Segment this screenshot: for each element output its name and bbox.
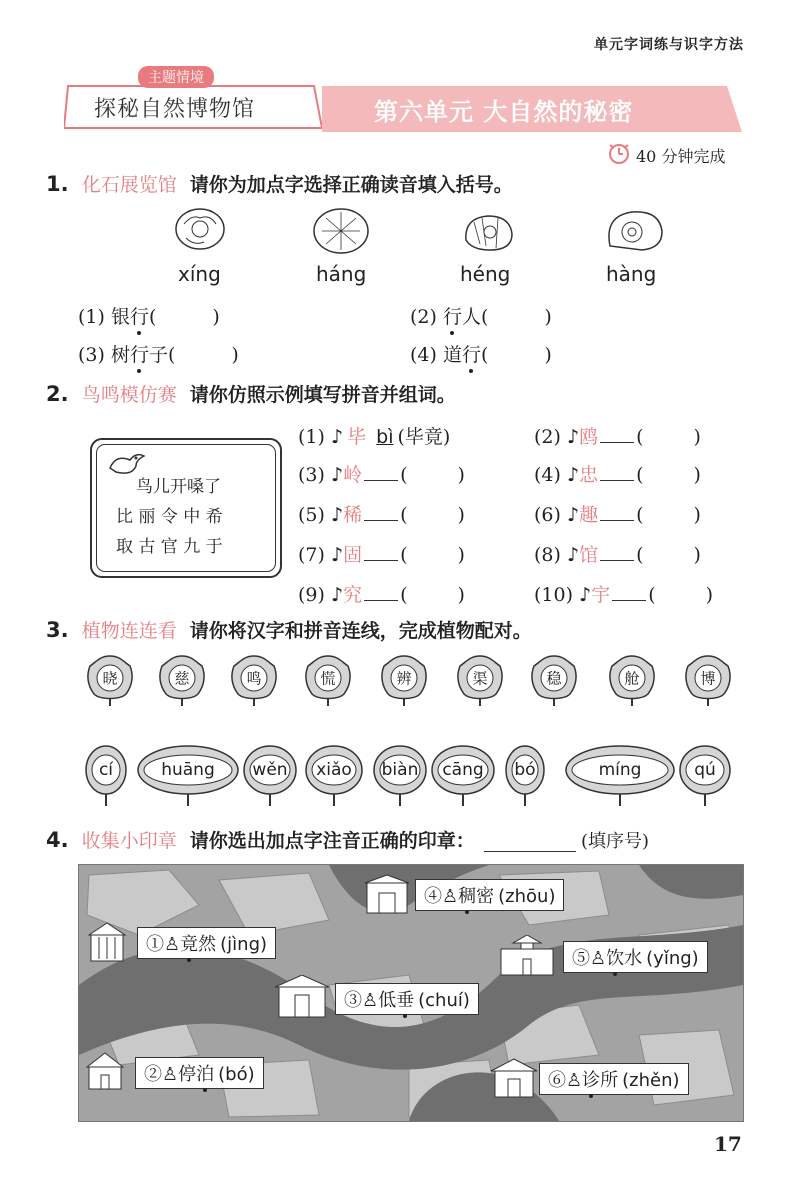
timer-label: 40 分钟完成 <box>636 146 726 166</box>
s2-item: (9) ♪究 ( ) <box>298 580 465 607</box>
pinyin-blank[interactable] <box>364 461 398 481</box>
clock-icon <box>606 142 632 168</box>
section2-title: 鸟鸣模仿赛 <box>81 384 177 406</box>
tree-pinyin[interactable] <box>136 742 240 806</box>
note-icon: ♪ <box>324 464 344 486</box>
section1-number: 1. <box>46 172 69 196</box>
note-icon: ♪ <box>324 544 344 566</box>
flower-char[interactable] <box>158 654 206 706</box>
stamp-2[interactable]: ②♙停泊 (bó) <box>135 1057 264 1089</box>
stamp-icon: ♙ <box>566 1070 583 1091</box>
theme-tag: 主题情境 <box>138 66 214 88</box>
theme-title: 探秘自然博物馆 <box>94 97 256 122</box>
tree-pinyin-label: biàn <box>381 760 419 780</box>
flower-char-label: 渠 <box>472 669 488 688</box>
section3-instruction: 请你将汉字和拼音连线，完成植物配对。 <box>189 620 532 642</box>
chapter-header: 单元字词练与识字方法 <box>594 37 744 53</box>
timer <box>606 142 725 168</box>
flower-char[interactable] <box>684 654 732 706</box>
flower-char-label: 鸣 <box>246 669 262 688</box>
flower-char-label: 辨 <box>396 669 412 688</box>
stamp-icon: ♙ <box>442 886 459 907</box>
tree-pinyin-label: míng <box>598 760 642 780</box>
tree-pinyin-label: qú <box>694 760 716 780</box>
tree-pinyin[interactable] <box>430 742 496 806</box>
tree-pinyin-label: bó <box>514 760 536 780</box>
section4-heading <box>46 826 649 853</box>
s2-item: (4) ♪忠 ( ) <box>534 460 701 487</box>
bird-card-title: 鸟儿开嗓了 <box>136 477 221 497</box>
tree-pinyin-label: cāng <box>442 760 484 780</box>
note-icon: ♪ <box>560 504 580 526</box>
s2-item: (8) ♪馆 ( ) <box>534 540 701 567</box>
stamp-map <box>78 864 744 1122</box>
fossil-icon-2 <box>312 206 370 260</box>
building-icon-5 <box>499 935 555 981</box>
tree-pinyin[interactable] <box>242 742 298 806</box>
flower-char[interactable] <box>86 654 134 706</box>
s2-example: (1) ♪ 毕 bì (毕竟) <box>298 426 451 448</box>
flower-char-label: 慈 <box>174 669 190 688</box>
fossil-icon-4 <box>602 206 664 260</box>
flower-char-label: 晓 <box>102 669 118 688</box>
stamp-icon: ♙ <box>590 948 607 969</box>
page-number: 17 <box>714 1132 742 1156</box>
note-icon: ♪ <box>560 464 580 486</box>
unit-banner <box>322 86 742 132</box>
pinyin-option-2: háng <box>316 262 367 286</box>
section1-heading <box>46 170 513 197</box>
flower-char-label: 舱 <box>624 669 640 688</box>
pinyin-blank[interactable] <box>600 461 634 481</box>
section4-number: 4. <box>46 828 69 852</box>
stamp-icon: ♙ <box>162 1064 179 1085</box>
tree-pinyin-label: xiǎo <box>316 760 352 780</box>
pinyin-option-3: héng <box>460 262 511 286</box>
s2-item: (5) ♪稀 ( ) <box>298 500 465 527</box>
s2-item: (10) ♪宇 ( ) <box>534 580 713 607</box>
section2-instruction: 请你仿照示例填写拼音并组词。 <box>189 384 456 406</box>
stamp-icon: ♙ <box>362 990 379 1011</box>
s1-item-2: (2) 行人( ) <box>410 306 552 328</box>
s1-item-4: (4) 道行( ) <box>410 344 552 366</box>
tree-pinyin-label: huāng <box>161 760 215 780</box>
building-icon-1 <box>87 921 127 967</box>
building-icon-3 <box>275 975 329 1023</box>
flower-char[interactable] <box>456 654 504 706</box>
pinyin-blank[interactable] <box>612 581 646 601</box>
building-icon-2 <box>85 1051 125 1095</box>
answer-hint: (填序号) <box>581 831 650 852</box>
section2-number: 2. <box>46 382 69 406</box>
flower-char[interactable] <box>304 654 352 706</box>
tree-pinyin[interactable] <box>372 742 428 806</box>
building-icon-6 <box>489 1057 539 1103</box>
flower-char[interactable] <box>530 654 578 706</box>
section4-title: 收集小印章 <box>81 830 177 852</box>
tree-pinyin[interactable] <box>564 742 676 806</box>
flower-char[interactable] <box>230 654 278 706</box>
s2-item: (7) ♪固 ( ) <box>298 540 465 567</box>
tree-pinyin[interactable] <box>304 742 364 806</box>
section4-instruction: 请你选出加点字注音正确的印章： <box>189 830 475 852</box>
flower-char-label: 博 <box>700 669 716 688</box>
tree-pinyin[interactable] <box>84 742 128 806</box>
flower-char-label: 稳 <box>546 669 562 688</box>
s2-item: (3) ♪岭 ( ) <box>298 460 465 487</box>
bird-card <box>90 438 282 578</box>
pinyin-option-1: xíng <box>178 262 221 286</box>
answer-line[interactable] <box>484 832 576 852</box>
s2-item: (6) ♪趣 ( ) <box>534 500 701 527</box>
pinyin-blank[interactable] <box>600 541 634 561</box>
stamp-3[interactable]: ③♙低垂 (chuí) <box>335 983 479 1015</box>
bird-card-line1: 比 丽 令 中 希 <box>116 507 223 527</box>
pinyin-blank[interactable] <box>364 501 398 521</box>
note-icon: ♪ <box>560 426 580 448</box>
tree-pinyin[interactable] <box>678 742 732 806</box>
s1-item-1: (1) 银行( ) <box>78 306 220 328</box>
s1-item-3: (3) 树行子( ) <box>78 344 239 366</box>
unit-title: 第六单元 大自然的秘密 <box>374 98 634 126</box>
fossil-icon-1 <box>174 206 226 256</box>
note-icon: ♪ <box>560 544 580 566</box>
building-icon-4 <box>363 873 411 919</box>
section1-instruction: 请你为加点字选择正确读音填入括号。 <box>189 174 513 196</box>
tree-pinyin-label: wěn <box>252 760 288 780</box>
note-icon: ♪ <box>330 426 344 448</box>
flower-char[interactable] <box>380 654 428 706</box>
fossil-icon-3 <box>460 210 516 258</box>
section1-title: 化石展览馆 <box>81 174 177 196</box>
stamp-icon: ♙ <box>164 934 181 955</box>
flower-char[interactable] <box>608 654 656 706</box>
stamp-4[interactable]: ④♙稠密 (zhōu) <box>415 879 564 911</box>
s2-item: (2) ♪鸥 ( ) <box>534 422 701 449</box>
pinyin-option-4: hàng <box>606 262 657 286</box>
pinyin-blank[interactable] <box>600 501 634 521</box>
section3-number: 3. <box>46 618 69 642</box>
stamp-6[interactable]: ⑥♙诊所 (zhěn) <box>539 1063 689 1095</box>
note-icon: ♪ <box>324 504 344 526</box>
pinyin-blank[interactable] <box>364 541 398 561</box>
section3-heading <box>46 616 532 643</box>
theme-banner <box>64 72 326 130</box>
bird-card-line2: 取 古 官 九 于 <box>116 537 223 557</box>
section2-heading <box>46 380 456 407</box>
section3-title: 植物连连看 <box>81 620 177 642</box>
stamp-5[interactable]: ⑤♙饮水 (yǐng) <box>563 941 708 973</box>
stamp-1[interactable]: ①♙竟然 (jìng) <box>137 927 276 959</box>
tree-pinyin-label: cí <box>98 760 114 780</box>
note-icon: ♪ <box>573 584 592 606</box>
flower-char-label: 慌 <box>320 669 336 688</box>
note-icon: ♪ <box>324 584 344 606</box>
pinyin-blank[interactable] <box>600 423 634 443</box>
pinyin-blank[interactable] <box>364 581 398 601</box>
tree-pinyin[interactable] <box>504 742 546 806</box>
